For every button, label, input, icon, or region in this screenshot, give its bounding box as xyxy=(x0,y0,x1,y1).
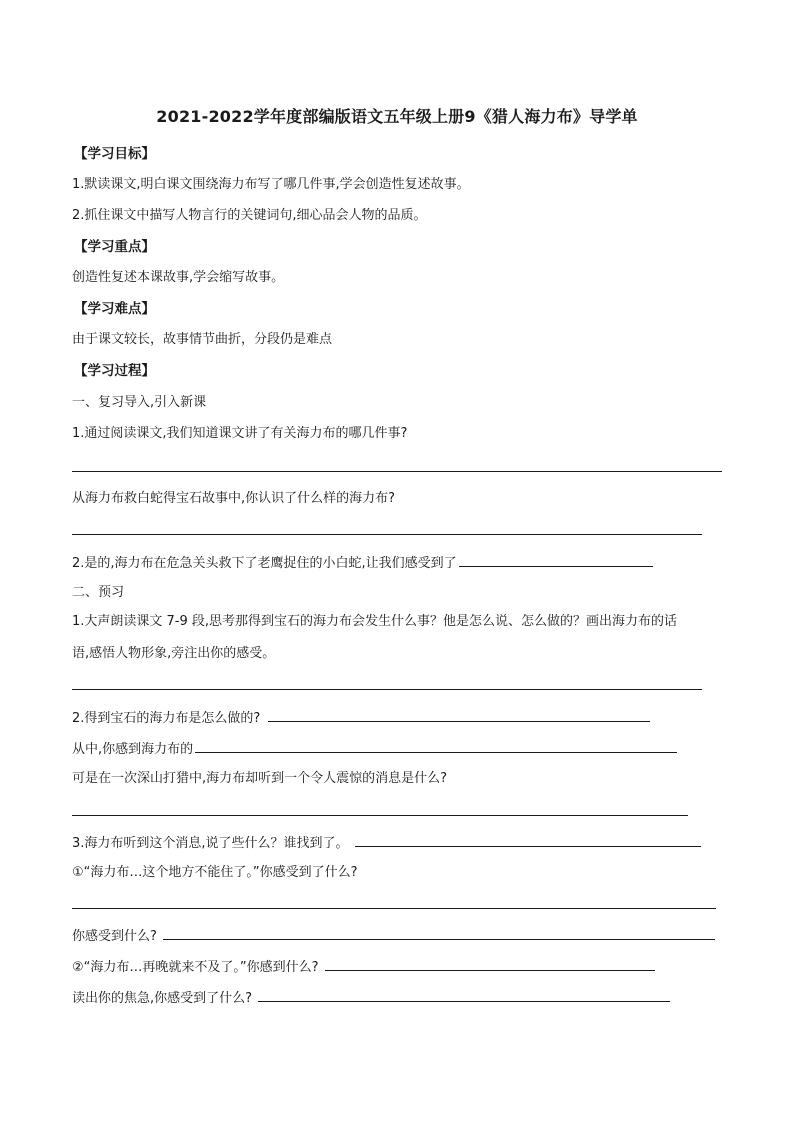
answer-line-3[interactable] xyxy=(72,689,702,690)
goal-item-1: 1.默读课文,明白课文围绕海力布写了哪几件事,学会创造性复述故事。 xyxy=(72,177,470,192)
part2-question-2b: 从中,你感到海力布的 xyxy=(72,738,677,760)
difficulty-text: 由于课文较长，故事情节曲折，分段仍是难点 xyxy=(72,332,333,347)
quote-2: ②“海力布…再晚就来不及了。”你感到什么? xyxy=(72,956,655,978)
answer-blank-7[interactable] xyxy=(325,956,655,971)
answer-line-4[interactable] xyxy=(72,815,688,816)
quote-1: ①“海力布…这个地方不能住了。”你感受到了什么? xyxy=(72,865,358,880)
answer-blank-8[interactable] xyxy=(258,987,670,1002)
part2-question-2c: 可是在一次深山打猎中,海力布却听到一个令人震惊的消息是什么? xyxy=(72,771,448,786)
answer-line-5[interactable] xyxy=(72,908,716,909)
answer-blank-3[interactable] xyxy=(268,707,650,722)
part2-question-3: 3.海力布听到这个消息,说了些什么？谁找到了。 xyxy=(72,832,701,854)
focus-text: 创造性复述本课故事,学会缩写故事。 xyxy=(72,270,285,285)
answer-blank-5[interactable] xyxy=(355,832,701,847)
urgent-question: 读出你的焦急,你感受到了什么? xyxy=(72,987,670,1009)
answer-blank-2[interactable] xyxy=(459,552,653,567)
part1-question-1b: 从海力布救白蛇得宝石故事中,你认识了什么样的海力布? xyxy=(72,491,396,506)
part2-question-1-line2: 语,感悟人物形象,旁注出你的感受。 xyxy=(72,646,276,661)
goal-item-2: 2.抓住课文中描写人物言行的关键词句,细心品会人物的品质。 xyxy=(72,208,427,223)
focus-heading: 【学习重点】 xyxy=(74,239,155,255)
part2-title: 二、预习 xyxy=(72,585,125,600)
part2-question-2: 2.得到宝石的海力布是怎么做的? xyxy=(72,707,650,729)
goals-heading: 【学习目标】 xyxy=(74,146,155,162)
difficulty-heading: 【学习难点】 xyxy=(74,301,155,317)
part1-question-1: 1.通过阅读课文,我们知道课文讲了有关海力布的哪几件事? xyxy=(72,426,408,441)
answer-line-1[interactable] xyxy=(72,471,722,472)
answer-line-2[interactable] xyxy=(72,534,702,535)
process-heading: 【学习过程】 xyxy=(74,363,155,379)
part1-question-2: 2.是的,海力布在危急关头救下了老鹰捉住的小白蛇,让我们感受到了 xyxy=(72,552,653,574)
page-title: 2021-2022学年度部编版语文五年级上册9《猎人海力布》导学单 xyxy=(156,107,638,126)
part2-question-1-line1: 1.大声朗读课文 7-9 段,思考那得到宝石的海力布会发生什么事？他是怎么说、怎么做的？画出海力布的话 xyxy=(72,614,678,629)
answer-blank-4[interactable] xyxy=(195,738,677,753)
feel-question: 你感受到什么? xyxy=(72,925,715,947)
answer-blank-6[interactable] xyxy=(163,925,715,940)
part1-title: 一、复习导入,引入新课 xyxy=(72,395,207,410)
